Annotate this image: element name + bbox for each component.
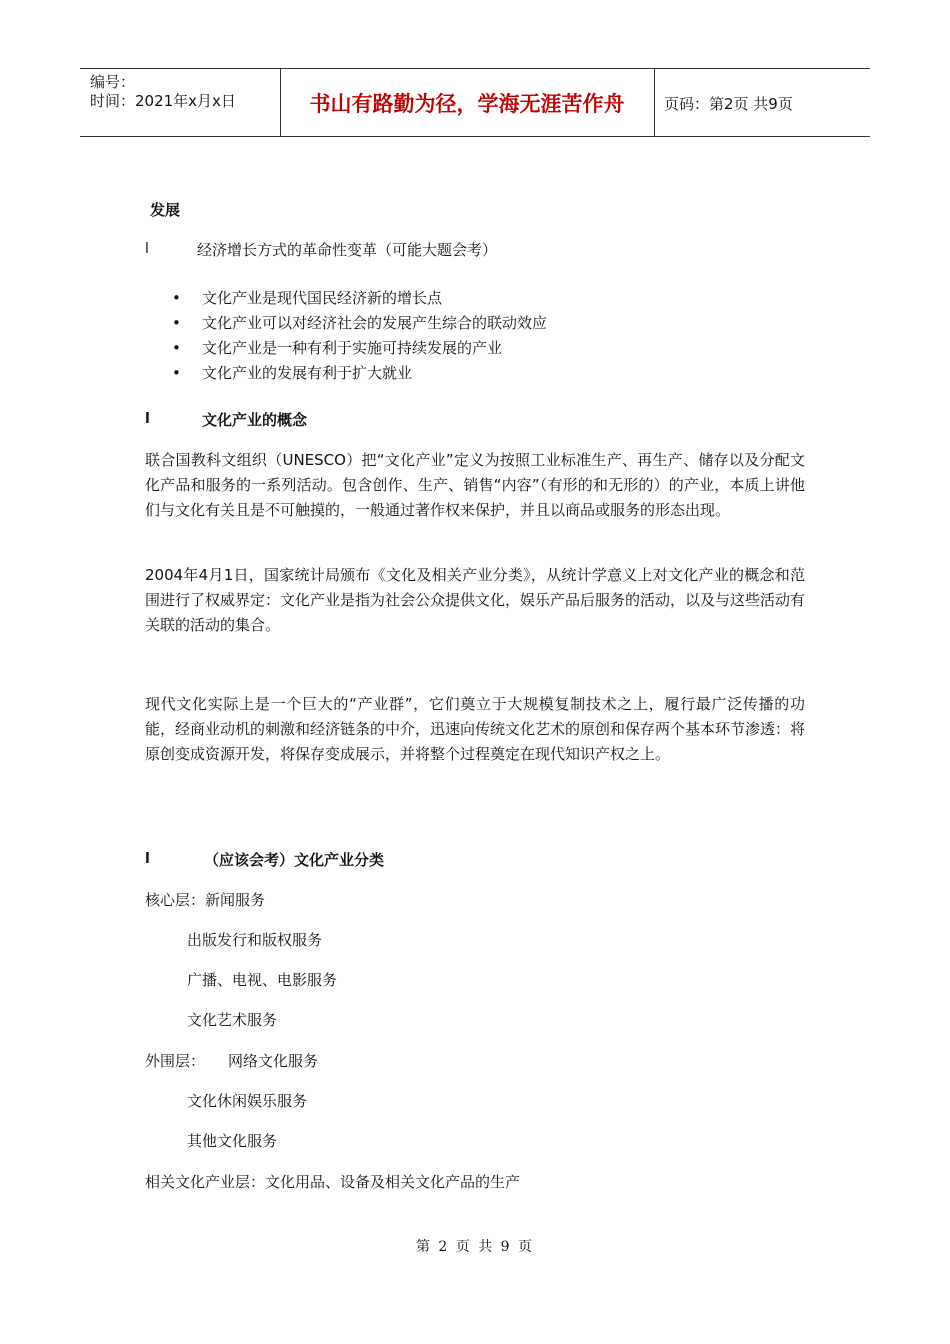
paragraph-2004: 2004年4月1日，国家统计局颁布《文化及相关产业分类》，从统计学意义上对文化产业的概念和范围进行了权威界定：文化产业是指为社会公众提供文化，娱乐产品后服务的活动，以及与这些活动有关联的活动的集合。 [145, 566, 806, 634]
list-item: 文化产业的发展有利于扩大就业 [202, 364, 413, 382]
core-item: 广播、电视、电影服务 [187, 971, 338, 989]
list-marker: l [145, 851, 150, 867]
growth-heading: 经济增长方式的革命性变革（可能大题会考） [197, 241, 498, 259]
list-item: 文化产业可以对经济社会的发展产生综合的联动效应 [202, 314, 548, 332]
header-motto: 书山有路勤为径，学海无涯苦作舟 [309, 90, 625, 116]
outer-item: 文化休闲娱乐服务 [187, 1092, 308, 1110]
related-layer-label: 相关文化产业层：文化用品、设备及相关文化产品的生产 [145, 1173, 521, 1191]
header-time-label: 时间：2021年x月x日 [90, 92, 236, 110]
paragraph-unesco: 联合国教科文组织（UNESCO）把“文化产业”定义为按照工业标准生产、再生产、储存以及分配文化产品和服务的一系列活动。包含创作、生产、销售“内容”（有形的和无形的）的产业，本质上讲他们与文化有关且是不可触摸的，一般通过著作权来保护，并且以商品或服务的形态出现。 [145, 451, 805, 519]
header-number-label: 编号： [90, 73, 136, 91]
bullet-dot: • [172, 289, 181, 307]
header-divider [654, 69, 655, 136]
header-meta [90, 73, 236, 111]
list-marker: l [145, 411, 150, 427]
bullet-dot: • [172, 339, 181, 357]
outer-item: 其他文化服务 [187, 1132, 278, 1150]
concept-heading: 文化产业的概念 [202, 411, 308, 429]
header-page-info: 页码：第2页 共9页 [664, 95, 793, 113]
page-footer: 第 2 页 共 9 页 [415, 1239, 535, 1255]
core-item: 文化艺术服务 [187, 1011, 278, 1029]
bullet-dot: • [172, 314, 181, 332]
page-header [80, 68, 870, 137]
core-item: 出版发行和版权服务 [187, 931, 323, 949]
outer-layer-label: 外围层： [145, 1052, 206, 1070]
section-title-development: 发展 [150, 201, 181, 219]
list-item: 文化产业是现代国民经济新的增长点 [202, 289, 443, 307]
classification-heading: （应该会考）文化产业分类 [204, 851, 385, 869]
bullet-dot: • [172, 364, 181, 382]
core-layer-label: 核心层：新闻服务 [145, 891, 266, 909]
paragraph-modern-culture: 现代文化实际上是一个巨大的“产业群”，它们奠立于大规模复制技术之上，履行最广泛传播的功能，经商业动机的刺激和经济链条的中介，迅速向传统文化艺术的原创和保存两个基本环节渗透：将原创变成资源开发，将保存变成展示，并将整个过程奠定在现代知识产权之上。 [145, 695, 806, 763]
list-item: 文化产业是一种有利于实施可持续发展的产业 [202, 339, 503, 357]
list-marker: l [145, 241, 149, 257]
outer-item: 网络文化服务 [228, 1052, 319, 1070]
header-divider [280, 69, 281, 136]
